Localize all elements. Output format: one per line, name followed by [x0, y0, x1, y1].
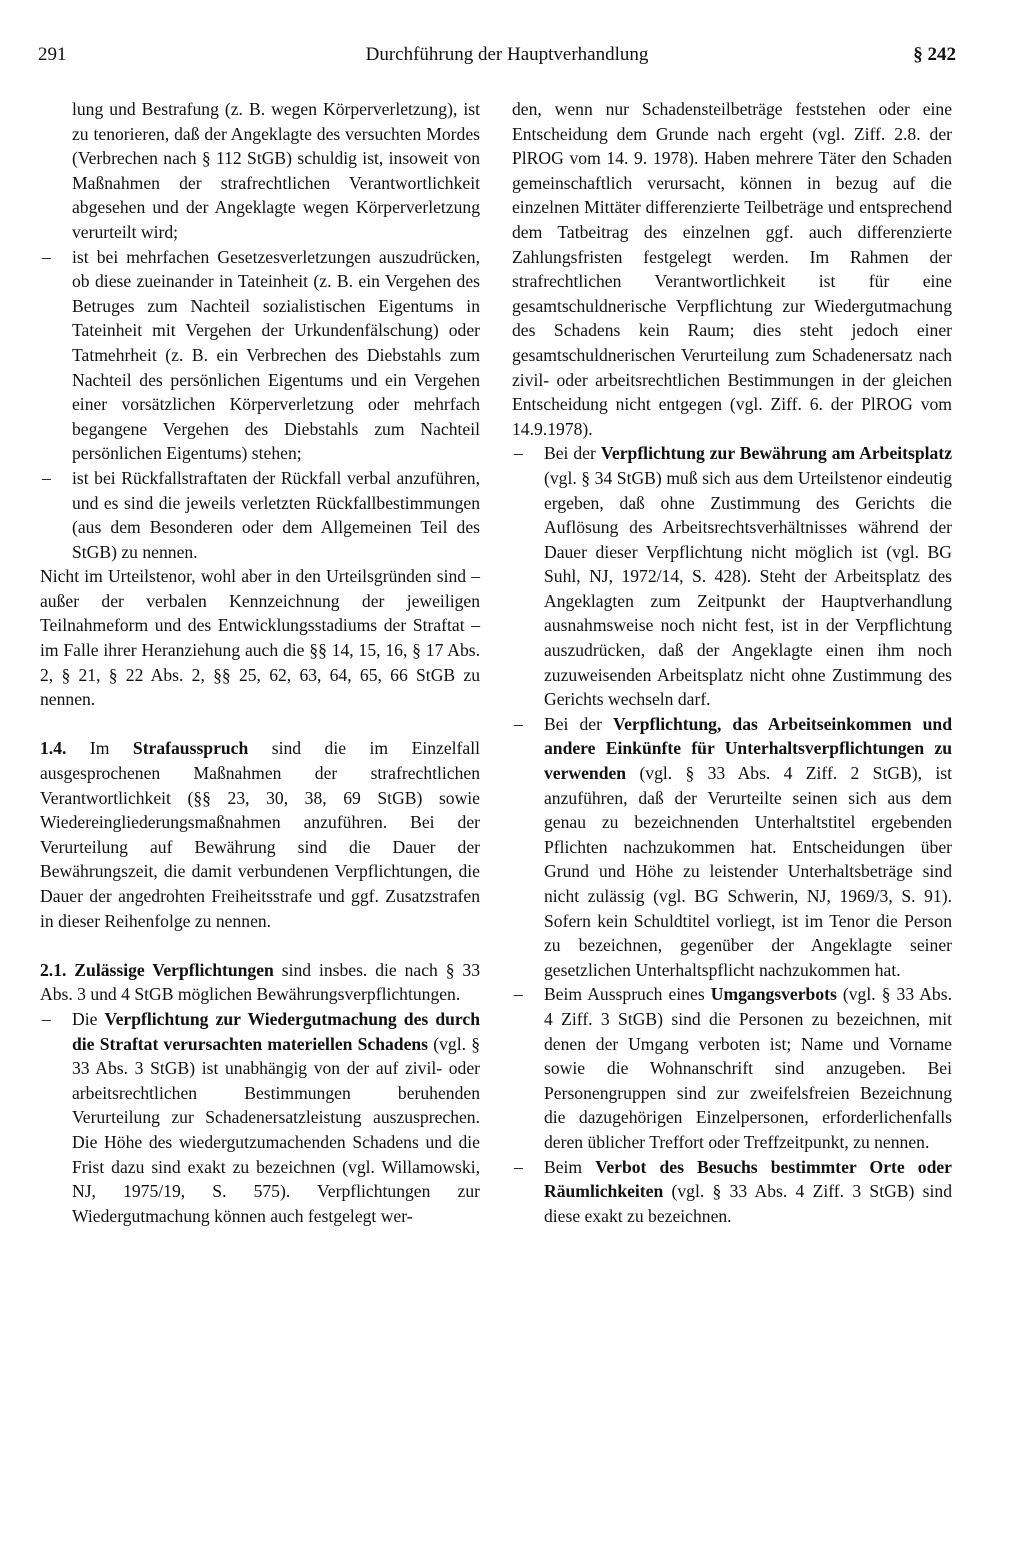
list-item-text: ist bei mehrfachen Gesetzesverletzungen auszudrücken, ob diese zueinander in Tateinheit (z. B. ein Vergehen des Betruges zum Nachteil sozialistischen Eigentums in Tateinheit mit Vergehen der Urkundenfälschung) oder Tatmehrheit (z. B. ein Verbrechen des Diebstahls zum Nachteil des persönlichen Eigentums und ein Vergehen einer vorsätzlichen Körperverletzung oder mehrfach begangene Vergehen des Diebstahls zum Nachteil persönlichen Eigentums) stehen; — [72, 246, 480, 464]
list-item-heading: Verpflichtung zur Wiedergutmachung des durch die Straftat verursachten materiellen Schadens — [72, 1008, 480, 1054]
section-number-label: 2.1. — [40, 959, 67, 980]
paragraph: Nicht im Urteilstenor, wohl aber in den Urteilsgründen sind – außer der verbalen Kennzeichnung der jeweiligen Teilnahmeform und des Entwicklungsstadiums der Straftat – im Falle ihrer Heranziehung auch die §§ 14, 15, 16, § 17 Abs. 2, § 21, § 22 Abs. 2, §§ 25, 62, 63, 64, 65, 66 StGB zu nennen. — [40, 566, 480, 710]
list-item-text: Bei der — [544, 443, 596, 464]
dash-bullet: – — [514, 984, 523, 1005]
page-number: 291 — [38, 44, 67, 65]
list-item-text: Beim — [544, 1156, 583, 1177]
list-item-text: (vgl. § 33 Abs. 4 Ziff. 3 StGB) sind diese exakt zu bezeichnen. — [544, 1181, 952, 1226]
section-2-1 — [40, 958, 480, 1007]
list-item-heading: Verpflichtung zur Bewährung am Arbeitsplatz — [600, 443, 953, 464]
dash-bullet: – — [42, 246, 51, 267]
list-item — [512, 982, 952, 1154]
list-item — [512, 441, 952, 712]
list-item — [40, 466, 480, 564]
list-item-heading: Verbot des Besuchs bestimmter Orte oder Räumlichkeiten — [544, 1156, 952, 1202]
paragraph: lung und Bestrafung (z. B. wegen Körperverletzung), ist zu tenorieren, daß der Angeklagte des versuchten Mordes (Verbrechen nach § 112 StGB) schuldig ist, insoweit von Maßnahmen der strafrechtlichen Verantwortlichkeit abgesehen und der Angeklagte wegen Körperverletzung verurteilt wird; — [72, 99, 480, 242]
section-number-label: 1.4. — [40, 738, 67, 759]
left-column — [40, 97, 480, 1228]
section-heading: Zulässige Verpflichtungen — [74, 959, 274, 980]
list-item-text: Beim Ausspruch eines — [544, 984, 705, 1005]
dash-bullet: – — [514, 443, 523, 464]
running-title: Durchführung der Hauptverhandlung — [365, 44, 649, 65]
section-text: Im — [89, 738, 110, 759]
section-heading: Strafausspruch — [132, 738, 249, 759]
list-item-text: ist bei Rückfallstraftaten der Rückfall verbal anzuführen, und es sind die jeweils verletzten Rückfallbestimmungen (aus dem Besonderen oder dem Allgemeinen Teil des StGB) zu nennen. — [72, 467, 480, 562]
list-item — [40, 1007, 480, 1228]
dash-bullet: – — [514, 1156, 523, 1177]
right-column — [512, 97, 952, 1228]
list-item-text: (vgl. § 33 Abs. 3 StGB) ist unabhängig von der auf zivil- oder arbeitsrechtlichen Bestimmungen beruhenden Verurteilung zur Schadenersatzleistung auszusprechen. Die Höhe des wiedergutzumachenden Schadens und die Frist dazu sind exakt zu bezeichnen (vgl. Willamowski, NJ, 1975/19, S. 575). Verpflichtungen zur Wiedergutmachung können auch festgelegt wer- — [72, 1033, 481, 1226]
dash-bullet: – — [514, 713, 523, 734]
page-header — [38, 44, 956, 74]
list-item-heading: Verpflichtung, das Arbeitseinkommen und andere Einkünfte für Unterhaltsverpflichtungen zu verwenden — [544, 713, 952, 784]
list-item-heading: Umgangsverbots — [710, 984, 837, 1005]
section-1-4 — [40, 736, 480, 933]
list-item — [40, 245, 480, 466]
section-text: sind insbes. die nach § 33 Abs. 3 und 4 StGB möglichen Bewährungsverpflichtungen. — [40, 959, 480, 1005]
list-item — [512, 1155, 952, 1229]
list-item-text: Die — [72, 1008, 98, 1029]
section-number: § 242 — [913, 44, 956, 65]
list-item-text: (vgl. § 33 Abs. 4 Ziff. 3 StGB) sind die Personen zu bezeichnen, mit denen der Umgang verboten ist; Name und Vorname sowie die Wohnanschrift sind anzugeben. Bei Personengruppen sind zur zweifelsfreien Bezeichnung die dazugehörigen Einzelpersonen, erforderlichenfalls deren üblicher Treffort oder Treffzeitpunkt, zu nennen. — [544, 984, 952, 1152]
paragraph: den, wenn nur Schadensteilbeträge feststehen oder eine Entscheidung dem Grunde nach ergeht (vgl. Ziff. 2.8. der PlROG vom 14. 9. 1978). Haben mehrere Täter den Schaden gemeinschaftlich verursacht, können in bezug auf die einzelnen Mittäter differenzierte Teilbeträge und entsprechend dem Tatbeitrag des einzelnen ggf. auch differenzierte Zahlungsfristen festgelegt werden. Im Rahmen der strafrechtlichen Verantwortlichkeit ist für eine gesamtschuldnerische Verpflichtung zur Wiedergutmachung des Schadens kein Raum; dies steht jedoch einer gesamtschuldnerischen Verurteilung zum Schadenersatz nach zivil- oder arbeitsrechtlichen Bestimmungen in der gleichen Entscheidung nicht entgegen (vgl. Ziff. 6. der PlROG vom 14.9.1978). — [512, 99, 952, 439]
list-item — [512, 712, 952, 983]
dash-bullet: – — [42, 467, 51, 488]
dash-bullet: – — [42, 1008, 51, 1029]
list-item-text: (vgl. § 33 Abs. 4 Ziff. 2 StGB), ist anzuführen, daß der Verurteilte seinen sich aus dem genau zu bezeichnenden Unterhaltstitel ergebenden Pflichten nachzukommen hat. Entscheidungen über Grund und Höhe zu leistender Unterhaltsbeträge sind nicht zulässig (vgl. BG Schwerin, NJ, 1969/3, S. 91). Sofern kein Schuldtitel vorliegt, ist im Tenor die Person zu bezeichnen, gegenüber der Angeklagte seiner gesetzlichen Unterhaltspflicht nachzukommen hat. — [544, 763, 952, 980]
list-item-text: (vgl. § 34 StGB) muß sich aus dem Urteilstenor eindeutig ergeben, daß ohne Zustimmung des Gerichts die Auflösung des Arbeitsrechtsverhältnisses während der Dauer dieser Verpflichtung nicht möglich ist (vgl. BG Suhl, NJ, 1972/14, S. 428). Steht der Arbeitsplatz des Angeklagten zum Zeitpunkt der Hauptverhandlung ausnahmsweise noch nicht fest, ist in der Verpflichtung auszudrücken, daß der Angeklagte einen ihm noch zuzuweisenden Arbeitsplatz nicht ohne Zustimmung des Gerichts wechseln darf. — [544, 467, 952, 710]
list-item-text: Bei der — [544, 713, 602, 734]
section-text: sind die im Einzelfall ausgesprochenen Maßnahmen der strafrechtlichen Verantwortlichkeit (§§ 23, 30, 38, 69 StGB) sowie Wiedereingliederungsmaßnahmen anzuführen. Bei der Verurteilung auf Bewährung sind die Dauer der Bewährungszeit, die damit verbundenen Verpflichtungen, die Dauer der angedrohten Freiheitsstrafe und ggf. Zusatzstrafen in dieser Reihenfolge zu nennen. — [40, 738, 480, 931]
